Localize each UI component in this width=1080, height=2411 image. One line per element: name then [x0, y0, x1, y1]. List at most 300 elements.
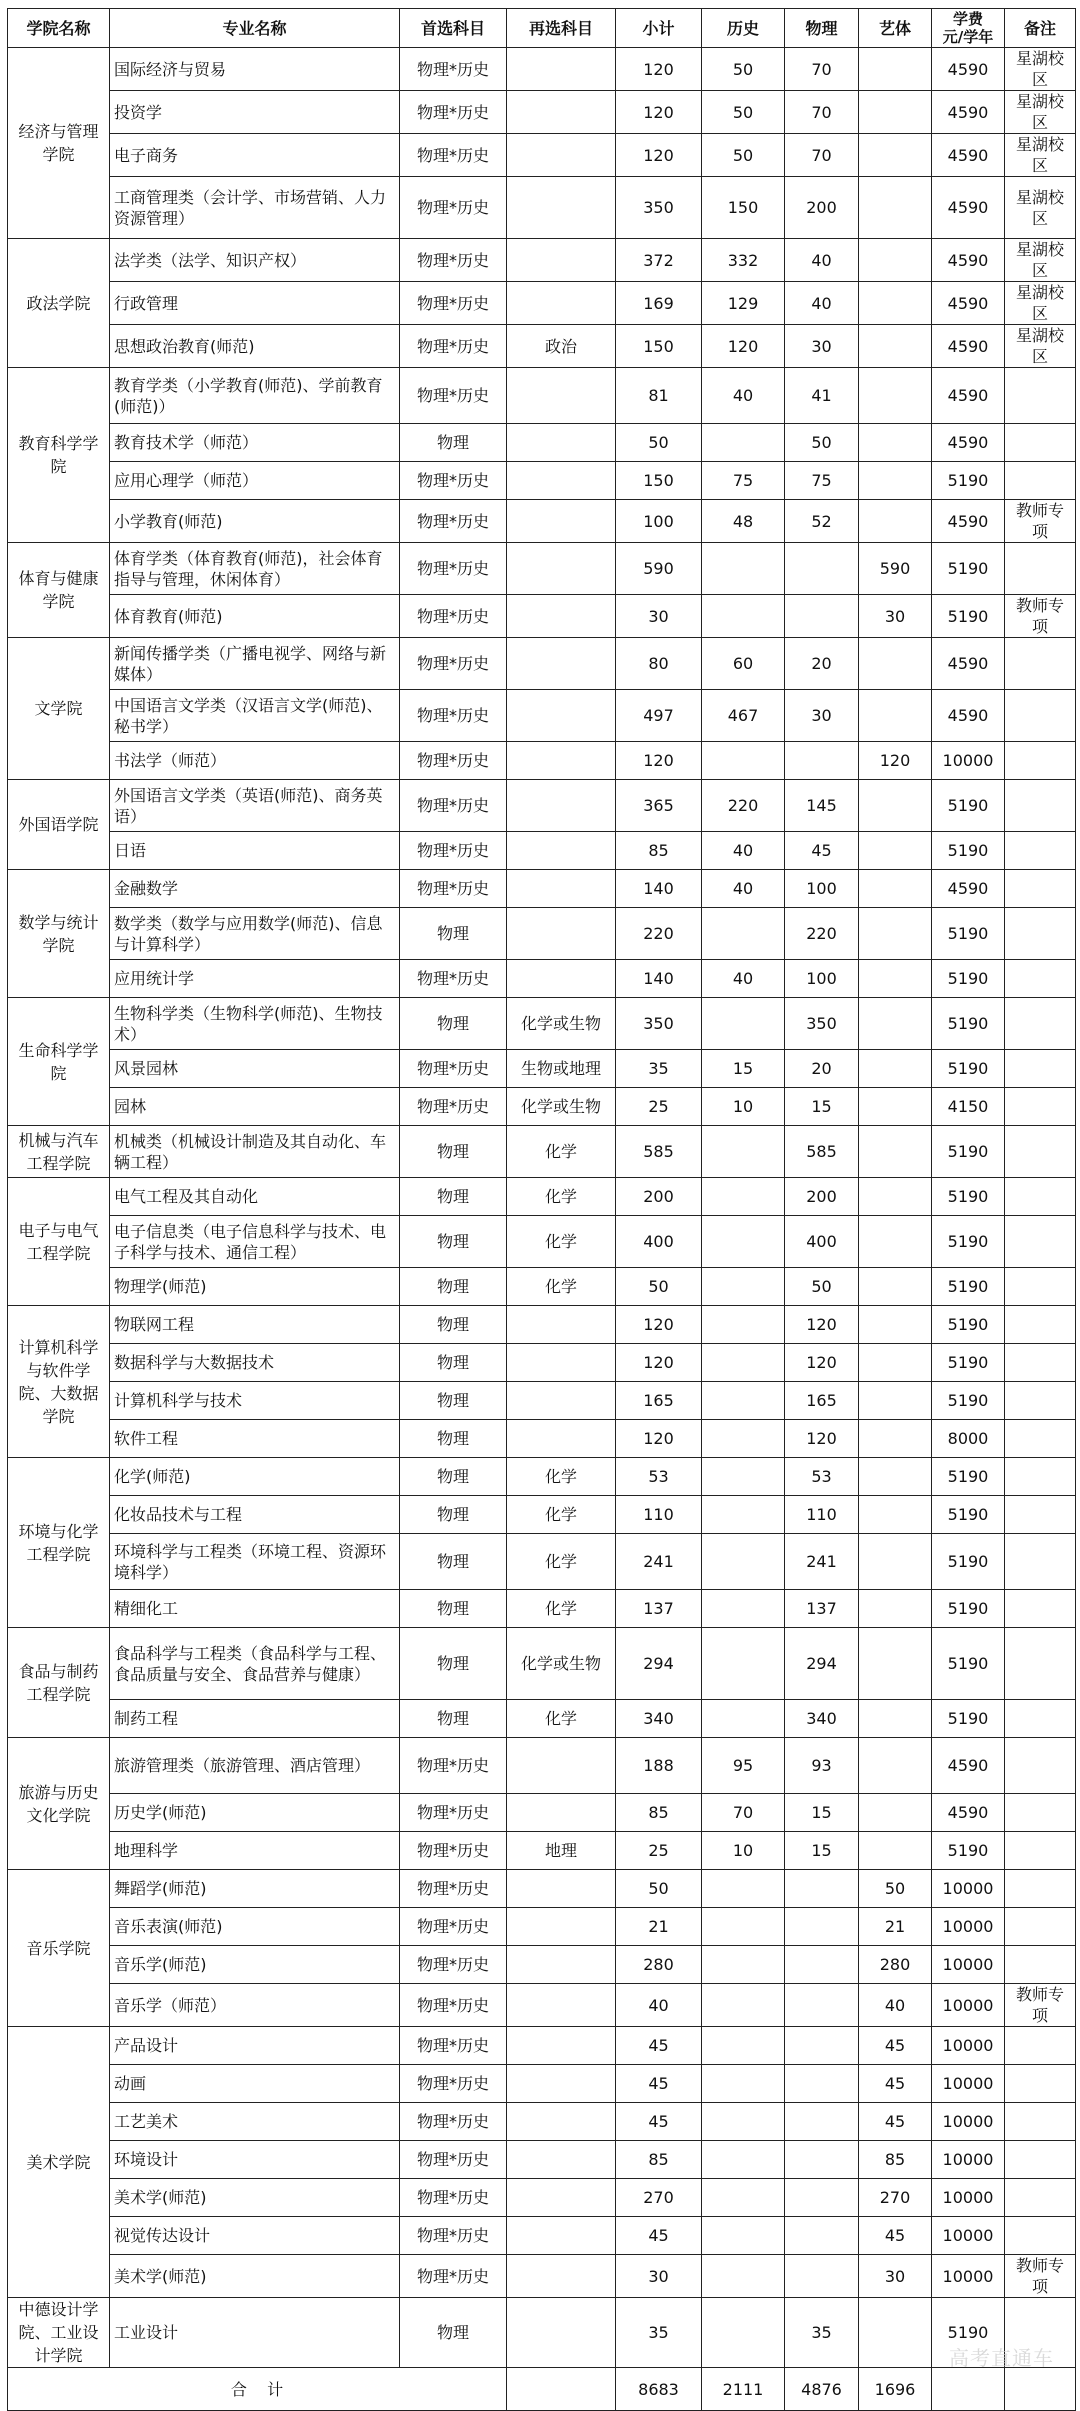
tuition-fee: 5190 — [932, 1178, 1005, 1216]
history-count: 467 — [702, 690, 785, 742]
note — [1005, 2027, 1076, 2065]
major-name: 教育技术学（师范） — [110, 424, 400, 462]
arts-count — [859, 1700, 932, 1738]
major-name: 工商管理类（会计学、市场营销、人力资源管理） — [110, 177, 400, 239]
physics-count — [785, 595, 859, 638]
history-count — [702, 908, 785, 960]
subtotal: 100 — [616, 500, 702, 543]
first-subject: 物理*历史 — [400, 690, 507, 742]
history-count — [702, 1534, 785, 1590]
note — [1005, 2179, 1076, 2217]
second-subject — [507, 500, 616, 543]
tuition-fee: 5190 — [932, 998, 1005, 1050]
table-row — [8, 2103, 1076, 2141]
history-count: 40 — [702, 368, 785, 424]
second-subject — [507, 832, 616, 870]
tuition-fee: 5190 — [932, 1496, 1005, 1534]
tuition-fee: 5190 — [932, 908, 1005, 960]
tuition-fee: 4590 — [932, 870, 1005, 908]
first-subject: 物理*历史 — [400, 870, 507, 908]
second-subject: 化学 — [507, 1268, 616, 1306]
second-subject — [507, 2217, 616, 2255]
tuition-fee: 4590 — [932, 325, 1005, 368]
table-row — [8, 595, 1076, 638]
physics-count: 100 — [785, 870, 859, 908]
first-subject: 物理 — [400, 1496, 507, 1534]
table-row — [8, 282, 1076, 325]
second-subject — [507, 543, 616, 595]
second-subject — [507, 1344, 616, 1382]
header-subtotal: 小计 — [616, 9, 702, 48]
table-row — [8, 638, 1076, 690]
major-name: 教育学类（小学教育(师范)、学前教育(师范)） — [110, 368, 400, 424]
arts-count — [859, 638, 932, 690]
arts-count — [859, 1344, 932, 1382]
arts-count — [859, 1496, 932, 1534]
arts-count — [859, 1738, 932, 1794]
arts-count — [859, 1794, 932, 1832]
second-subject — [507, 780, 616, 832]
history-count — [702, 2103, 785, 2141]
first-subject: 物理*历史 — [400, 1738, 507, 1794]
first-subject: 物理*历史 — [400, 1908, 507, 1946]
history-count — [702, 1870, 785, 1908]
tuition-fee: 5190 — [932, 1050, 1005, 1088]
major-name: 精细化工 — [110, 1590, 400, 1628]
note: 星湖校区 — [1005, 239, 1076, 282]
first-subject: 物理*历史 — [400, 48, 507, 91]
subtotal: 30 — [616, 2255, 702, 2298]
subtotal: 35 — [616, 2298, 702, 2368]
tuition-fee: 5190 — [932, 1382, 1005, 1420]
second-subject — [507, 1870, 616, 1908]
note: 星湖校区 — [1005, 325, 1076, 368]
first-subject: 物理*历史 — [400, 2217, 507, 2255]
total-empty-cell — [507, 2368, 616, 2411]
subtotal: 45 — [616, 2217, 702, 2255]
first-subject: 物理 — [400, 1126, 507, 1178]
table-row — [8, 1946, 1076, 1984]
tuition-fee: 10000 — [932, 2255, 1005, 2298]
arts-count — [859, 462, 932, 500]
second-subject: 化学 — [507, 1496, 616, 1534]
table-row — [8, 368, 1076, 424]
major-name: 历史学(师范) — [110, 1794, 400, 1832]
college-name: 美术学院 — [8, 2027, 110, 2298]
major-name: 思想政治教育(师范) — [110, 325, 400, 368]
note — [1005, 1178, 1076, 1216]
subtotal: 85 — [616, 832, 702, 870]
subtotal: 85 — [616, 2141, 702, 2179]
major-name: 计算机科学与技术 — [110, 1382, 400, 1420]
tuition-fee: 5190 — [932, 1458, 1005, 1496]
note — [1005, 462, 1076, 500]
arts-count — [859, 1382, 932, 1420]
second-subject: 化学 — [507, 1534, 616, 1590]
tuition-fee: 5190 — [932, 595, 1005, 638]
major-name: 音乐学（师范） — [110, 1984, 400, 2027]
table-row — [8, 91, 1076, 134]
arts-count — [859, 690, 932, 742]
subtotal: 340 — [616, 1700, 702, 1738]
tuition-fee: 10000 — [932, 1870, 1005, 1908]
tuition-fee: 5190 — [932, 960, 1005, 998]
note — [1005, 2141, 1076, 2179]
second-subject: 化学或生物 — [507, 1088, 616, 1126]
physics-count: 52 — [785, 500, 859, 543]
history-count — [702, 2255, 785, 2298]
first-subject: 物理 — [400, 424, 507, 462]
history-count — [702, 1458, 785, 1496]
first-subject: 物理*历史 — [400, 1794, 507, 1832]
note — [1005, 870, 1076, 908]
second-subject — [507, 2027, 616, 2065]
history-count: 40 — [702, 870, 785, 908]
arts-count — [859, 177, 932, 239]
second-subject — [507, 1946, 616, 1984]
major-name: 音乐学(师范) — [110, 1946, 400, 1984]
history-count — [702, 1126, 785, 1178]
subtotal: 150 — [616, 325, 702, 368]
second-subject — [507, 134, 616, 177]
note — [1005, 780, 1076, 832]
arts-count — [859, 1420, 932, 1458]
subtotal: 497 — [616, 690, 702, 742]
history-count: 40 — [702, 832, 785, 870]
tuition-fee: 10000 — [932, 1908, 1005, 1946]
second-subject — [507, 2255, 616, 2298]
history-count: 129 — [702, 282, 785, 325]
second-subject: 化学或生物 — [507, 998, 616, 1050]
tuition-fee: 4590 — [932, 424, 1005, 462]
tuition-fee: 5190 — [932, 1628, 1005, 1700]
college-name: 旅游与历史文化学院 — [8, 1738, 110, 1870]
subtotal: 169 — [616, 282, 702, 325]
subtotal: 85 — [616, 1794, 702, 1832]
subtotal: 585 — [616, 1126, 702, 1178]
table-row — [8, 177, 1076, 239]
tuition-fee: 4590 — [932, 1794, 1005, 1832]
major-name: 化妆品技术与工程 — [110, 1496, 400, 1534]
history-count: 50 — [702, 91, 785, 134]
major-name: 化学(师范) — [110, 1458, 400, 1496]
first-subject: 物理*历史 — [400, 91, 507, 134]
table-row — [8, 1420, 1076, 1458]
note — [1005, 1534, 1076, 1590]
subtotal: 45 — [616, 2103, 702, 2141]
arts-count — [859, 1126, 932, 1178]
table-row — [8, 1496, 1076, 1534]
college-name: 体育与健康学院 — [8, 543, 110, 638]
tuition-fee: 10000 — [932, 2027, 1005, 2065]
major-name: 地理科学 — [110, 1832, 400, 1870]
major-name: 舞蹈学(师范) — [110, 1870, 400, 1908]
history-count — [702, 2065, 785, 2103]
physics-count — [785, 2065, 859, 2103]
arts-count: 45 — [859, 2103, 932, 2141]
subtotal: 40 — [616, 1984, 702, 2027]
tuition-fee: 5190 — [932, 543, 1005, 595]
tuition-fee: 4590 — [932, 239, 1005, 282]
arts-count — [859, 1458, 932, 1496]
history-count — [702, 1908, 785, 1946]
major-name: 美术学(师范) — [110, 2255, 400, 2298]
major-name: 应用心理学（师范） — [110, 462, 400, 500]
table-row — [8, 2065, 1076, 2103]
arts-count: 45 — [859, 2027, 932, 2065]
first-subject: 物理*历史 — [400, 638, 507, 690]
major-name: 产品设计 — [110, 2027, 400, 2065]
subtotal: 80 — [616, 638, 702, 690]
major-name: 数学类（数学与应用数学(师范)、信息与计算科学） — [110, 908, 400, 960]
physics-count: 100 — [785, 960, 859, 998]
note — [1005, 2217, 1076, 2255]
history-count: 10 — [702, 1832, 785, 1870]
physics-count: 200 — [785, 1178, 859, 1216]
major-name: 国际经济与贸易 — [110, 48, 400, 91]
physics-count: 35 — [785, 2298, 859, 2368]
table-row — [8, 1794, 1076, 1832]
physics-count: 15 — [785, 1794, 859, 1832]
header-history: 历史 — [702, 9, 785, 48]
subtotal: 50 — [616, 1268, 702, 1306]
note — [1005, 1832, 1076, 1870]
table-row — [8, 1178, 1076, 1216]
table-row — [8, 690, 1076, 742]
first-subject: 物理*历史 — [400, 1946, 507, 1984]
table-row — [8, 1458, 1076, 1496]
college-name: 中德设计学院、工业设计学院 — [8, 2298, 110, 2368]
history-count — [702, 1178, 785, 1216]
tuition-fee: 5190 — [932, 1268, 1005, 1306]
history-count — [702, 1382, 785, 1420]
arts-count: 590 — [859, 543, 932, 595]
history-count — [702, 2027, 785, 2065]
second-subject — [507, 368, 616, 424]
note — [1005, 690, 1076, 742]
note — [1005, 742, 1076, 780]
tuition-fee: 10000 — [932, 1946, 1005, 1984]
table-row — [8, 2255, 1076, 2298]
table-row — [8, 780, 1076, 832]
note: 教师专项 — [1005, 2255, 1076, 2298]
physics-count — [785, 2255, 859, 2298]
tuition-fee: 10000 — [932, 2141, 1005, 2179]
history-count — [702, 1216, 785, 1268]
arts-count — [859, 2298, 932, 2368]
table-row — [8, 960, 1076, 998]
table-row — [8, 1984, 1076, 2027]
college-name: 外国语学院 — [8, 780, 110, 870]
subtotal: 120 — [616, 742, 702, 780]
physics-count: 120 — [785, 1306, 859, 1344]
subtotal: 120 — [616, 48, 702, 91]
physics-count: 20 — [785, 638, 859, 690]
tuition-fee: 4590 — [932, 690, 1005, 742]
table-row — [8, 48, 1076, 91]
table-row — [8, 1590, 1076, 1628]
tuition-fee: 10000 — [932, 2103, 1005, 2141]
table-row — [8, 2179, 1076, 2217]
note: 教师专项 — [1005, 1984, 1076, 2027]
major-name: 数据科学与大数据技术 — [110, 1344, 400, 1382]
tuition-fee: 10000 — [932, 1984, 1005, 2027]
arts-count — [859, 424, 932, 462]
note — [1005, 1496, 1076, 1534]
major-name: 金融数学 — [110, 870, 400, 908]
note: 教师专项 — [1005, 500, 1076, 543]
history-count — [702, 1344, 785, 1382]
note — [1005, 1738, 1076, 1794]
arts-count: 40 — [859, 1984, 932, 2027]
first-subject: 物理*历史 — [400, 368, 507, 424]
note — [1005, 1870, 1076, 1908]
header-major: 专业名称 — [110, 9, 400, 48]
tuition-fee: 5190 — [932, 832, 1005, 870]
header-fee: 学费 元/学年 — [932, 9, 1005, 48]
arts-count — [859, 1216, 932, 1268]
history-count — [702, 2217, 785, 2255]
major-name: 食品科学与工程类（食品科学与工程、食品质量与安全、食品营养与健康） — [110, 1628, 400, 1700]
major-name: 制药工程 — [110, 1700, 400, 1738]
arts-count — [859, 832, 932, 870]
tuition-fee: 5190 — [932, 1216, 1005, 1268]
note — [1005, 998, 1076, 1050]
subtotal: 120 — [616, 1420, 702, 1458]
physics-count: 340 — [785, 1700, 859, 1738]
second-subject: 化学 — [507, 1700, 616, 1738]
tuition-fee: 5190 — [932, 1590, 1005, 1628]
table-row — [8, 1050, 1076, 1088]
first-subject: 物理*历史 — [400, 500, 507, 543]
first-subject: 物理*历史 — [400, 832, 507, 870]
physics-count: 50 — [785, 424, 859, 462]
header-row — [8, 9, 1076, 48]
header-college: 学院名称 — [8, 9, 110, 48]
tuition-fee: 4590 — [932, 134, 1005, 177]
subtotal: 50 — [616, 424, 702, 462]
history-count — [702, 2298, 785, 2368]
physics-count — [785, 1908, 859, 1946]
major-name: 视觉传达设计 — [110, 2217, 400, 2255]
arts-count — [859, 134, 932, 177]
arts-count: 45 — [859, 2217, 932, 2255]
note — [1005, 1946, 1076, 1984]
major-name: 软件工程 — [110, 1420, 400, 1458]
major-name: 书法学（师范） — [110, 742, 400, 780]
major-name: 音乐表演(师范) — [110, 1908, 400, 1946]
history-count: 50 — [702, 134, 785, 177]
table-row — [8, 1832, 1076, 1870]
major-name: 外国语言文学类（英语(师范)、商务英语） — [110, 780, 400, 832]
physics-count: 75 — [785, 462, 859, 500]
tuition-fee: 4590 — [932, 1738, 1005, 1794]
second-subject — [507, 742, 616, 780]
first-subject: 物理 — [400, 1382, 507, 1420]
first-subject: 物理 — [400, 908, 507, 960]
subtotal: 30 — [616, 595, 702, 638]
physics-count: 137 — [785, 1590, 859, 1628]
table-row — [8, 1382, 1076, 1420]
subtotal: 270 — [616, 2179, 702, 2217]
subtotal: 25 — [616, 1832, 702, 1870]
history-count — [702, 1590, 785, 1628]
second-subject: 化学 — [507, 1178, 616, 1216]
physics-count: 110 — [785, 1496, 859, 1534]
subtotal: 590 — [616, 543, 702, 595]
subtotal: 35 — [616, 1050, 702, 1088]
second-subject — [507, 282, 616, 325]
physics-count — [785, 2217, 859, 2255]
arts-count — [859, 325, 932, 368]
college-name: 数学与统计学院 — [8, 870, 110, 998]
note — [1005, 960, 1076, 998]
major-name: 体育教育(师范) — [110, 595, 400, 638]
major-name: 电子商务 — [110, 134, 400, 177]
physics-count: 400 — [785, 1216, 859, 1268]
college-name: 经济与管理学院 — [8, 48, 110, 239]
arts-count — [859, 368, 932, 424]
second-subject: 化学或生物 — [507, 1628, 616, 1700]
second-subject — [507, 2103, 616, 2141]
physics-count: 350 — [785, 998, 859, 1050]
history-count: 15 — [702, 1050, 785, 1088]
second-subject — [507, 2065, 616, 2103]
subtotal: 53 — [616, 1458, 702, 1496]
tuition-fee: 10000 — [932, 2179, 1005, 2217]
table-row — [8, 908, 1076, 960]
note — [1005, 1590, 1076, 1628]
first-subject: 物理 — [400, 1216, 507, 1268]
physics-count: 45 — [785, 832, 859, 870]
major-name: 环境科学与工程类（环境工程、资源环境科学） — [110, 1534, 400, 1590]
note — [1005, 1344, 1076, 1382]
physics-count: 585 — [785, 1126, 859, 1178]
arts-count — [859, 1832, 932, 1870]
second-subject — [507, 2179, 616, 2217]
note — [1005, 543, 1076, 595]
second-subject — [507, 1382, 616, 1420]
history-count: 40 — [702, 960, 785, 998]
arts-count — [859, 908, 932, 960]
tuition-fee: 4590 — [932, 638, 1005, 690]
subtotal: 220 — [616, 908, 702, 960]
physics-count — [785, 2103, 859, 2141]
history-count: 220 — [702, 780, 785, 832]
history-count — [702, 1700, 785, 1738]
second-subject — [507, 1984, 616, 2027]
note — [1005, 832, 1076, 870]
physics-count: 294 — [785, 1628, 859, 1700]
note — [1005, 1458, 1076, 1496]
second-subject — [507, 2298, 616, 2368]
first-subject: 物理*历史 — [400, 595, 507, 638]
table-row — [8, 1534, 1076, 1590]
subtotal: 140 — [616, 960, 702, 998]
arts-count — [859, 960, 932, 998]
header-first-subject: 首选科目 — [400, 9, 507, 48]
table-row — [8, 742, 1076, 780]
note — [1005, 908, 1076, 960]
table-row — [8, 832, 1076, 870]
arts-count — [859, 1590, 932, 1628]
subtotal: 294 — [616, 1628, 702, 1700]
second-subject — [507, 690, 616, 742]
arts-count: 85 — [859, 2141, 932, 2179]
history-count — [702, 1628, 785, 1700]
arts-count — [859, 870, 932, 908]
table-row — [8, 543, 1076, 595]
